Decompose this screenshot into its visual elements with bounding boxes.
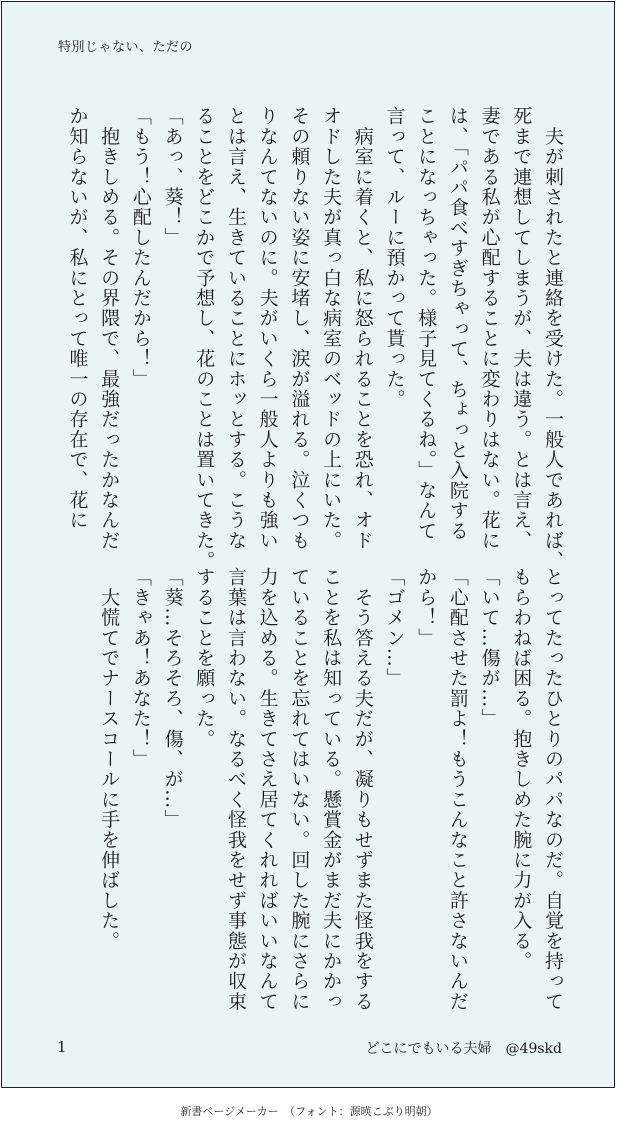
text-line: とってたったひとりのパパなのだ。自覚を持って — [542, 567, 564, 1012]
text-line: 死まで連想してしまうが、夫は違う。とは言え、 — [510, 106, 533, 551]
text-line: ことを私は知っている。懸賞金がまだ夫にかかっ — [320, 567, 343, 1012]
text-line: 「もう！心配したんだから！」 — [129, 106, 152, 389]
text-line: 「あっ、葵！」 — [161, 106, 184, 248]
text-line: 妻である私が心配することに変わりはない。花に — [478, 106, 501, 551]
text-line: とは言え、生きていることにホッとする。こうな — [224, 106, 247, 551]
text-line: 「いて…傷が…」 — [478, 567, 501, 729]
text-line: もらわねば困る。抱きしめた腕に力が入る。 — [510, 567, 533, 972]
author-credit: どこにでもいる夫婦 @49skd — [365, 1041, 562, 1057]
text-line: 力を込める。生きてさえ居てくれればいいなんて — [256, 567, 279, 1012]
generator-credit: 新書ページメーカー （フォント：源暎こぶり明朝） — [180, 1105, 438, 1118]
text-line: することを願った。 — [193, 567, 216, 749]
text-line: か知らないが、私にとって唯一の存在で、花に — [66, 106, 89, 531]
text-line: 言って、ルーに預かって貰った。 — [383, 106, 406, 409]
text-line: 言葉は言わない。なるべく怪我をせず事態が収束 — [224, 567, 247, 1012]
text-line: そう答える夫だが、凝りもせずまた怪我をする — [351, 567, 374, 1012]
text-line: 夫が刺されたと連絡を受けた。一般人であれば、 — [542, 106, 564, 571]
text-line: ことになっちゃった。様子見てくるね。」なんて — [415, 106, 438, 541]
text-line: から！」 — [415, 567, 438, 648]
page-title: 特別じゃない、ただの — [58, 40, 194, 55]
text-line: 「心配させた罰よ！もうこんなこと許さないんだ — [446, 567, 469, 1012]
page-number: 1 — [57, 1038, 67, 1056]
text-line: 抱きしめる。その界隈で、最強だったかなんだ — [98, 106, 121, 551]
text-line: りなんてないのに。夫がいくら一般人よりも強い — [256, 106, 279, 551]
text-line: オドした夫が真っ白な病室のベッドの上にいた。 — [320, 106, 343, 551]
text-line: 大慌てでナースコールに手を伸ばした。 — [98, 567, 121, 951]
upper-text-block — [40, 106, 568, 571]
text-line: 「きゃあ！あなた！」 — [129, 567, 152, 769]
lower-text-block — [40, 567, 568, 1012]
text-line: ることをどこかで予想し、花のことは置いてきた。 — [193, 106, 216, 571]
text-line: その頼りない姿に安堵し、涙が溢れる。泣くつも — [288, 106, 311, 551]
text-line: は、「パパ食べすぎちゃって、ちょっと入院する — [446, 106, 469, 541]
novel-page — [1, 1, 615, 1088]
text-line: 「ゴメン…」 — [383, 567, 406, 689]
text-line: 「葵…そろそろ、傷、が…」 — [161, 567, 184, 830]
text-line: ていることを忘れてはいない。回した腕にさらに — [288, 567, 311, 1012]
text-line: 病室に着くと、私に怒られることを恐れ、オド — [351, 106, 374, 551]
